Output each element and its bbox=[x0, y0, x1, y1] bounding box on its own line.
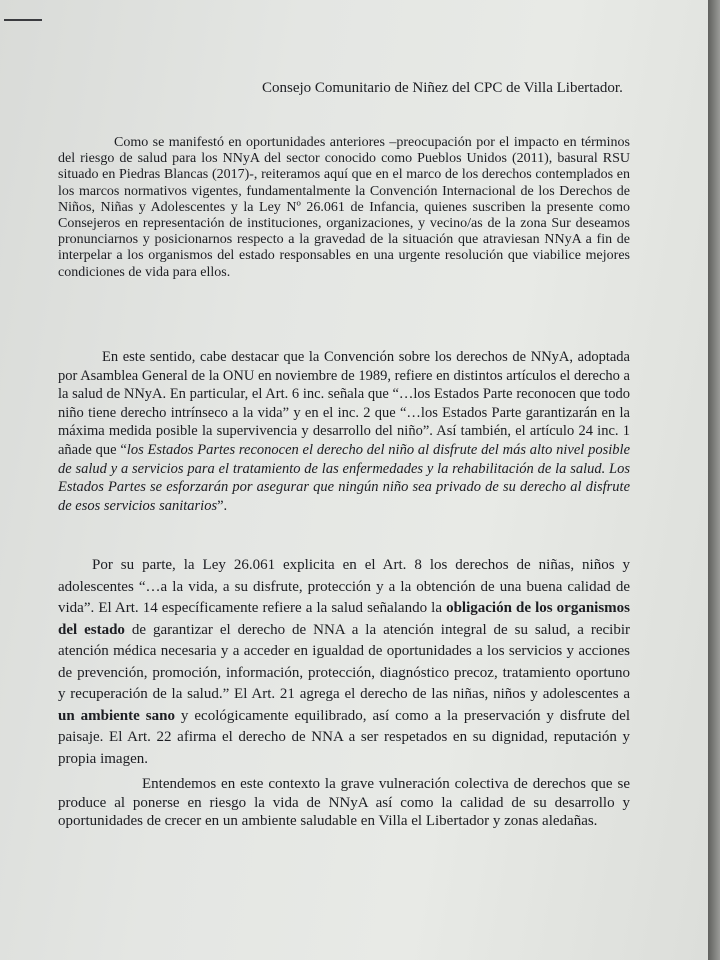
paragraph-4 bbox=[58, 775, 630, 831]
paragraph-3-text-c: y ecológicamente equilibrado, así como a la preservación y disfrute del paisaje. El Art. 22 afirma el derecho de NNA a ser respetados en su dignidad, reputación y propia imagen. bbox=[58, 707, 630, 767]
paragraph-1-text: Como se manifestó en oportunidades anteriores –preocupación por el impacto en términos del riesgo de salud para los NNyA del sector conocido como Pueblos Unidos (2011), basural RSU situado en Piedras Blancas (2017)-, reiteramos aquí que en el marco de los derechos contemplados en los marcos normativos vigentes, fundamentalmente la Convención Internacional de los Derechos de Niños, Niñas y Adolescentes y la Ley Nº 26.061 de Infancia, quienes suscriben la presente como Consejeros en representación de instituciones, organizaciones, y vecino/as de la zona Sur deseamos pronunciarnos y posicionarnos respecto a la gravedad de la situación que atraviesan NNyA a fin de interpelar a los organismos del estado responsables en una urgente resolución que viabilice mejores condiciones de vida para ellos. bbox=[58, 135, 630, 280]
document-header: Consejo Comunitario de Niñez del CPC de Villa Libertador. bbox=[262, 80, 623, 96]
paragraph-3-text-a: Por su parte, la Ley 26.061 explicita en el Art. 8 los derechos de niñas, niños y adolescentes “…a la vida, a su disfrute, protección y a la obtención de una buena calidad de vida”. El Art. 14 específicamente refiere a la salud señalando la bbox=[58, 557, 630, 616]
page-edge-shadow bbox=[708, 0, 720, 960]
bold-healthy-environment: un ambiente sano bbox=[58, 707, 175, 724]
paragraph-1 bbox=[58, 135, 630, 281]
paragraph-3-text-b: de garantizar el derecho de NNA a la atención integral de su salud, a recibir atención médica necesaria y a acceder en igualdad de oportunidades a los servicios y acciones de prevención, promoción, información, protección, diagnóstico precoz, tratamiento oportuno y recuperación de la salud.” El Art. 21 agrega el derecho de las niñas, niños y adolescentes a bbox=[58, 621, 631, 702]
paragraph-2-text: En este sentido, cabe destacar que la Convención sobre los derechos de NNyA, adoptada por Asamblea General de la ONU en noviembre de 1989, refiere en distintos artículos el derecho a la salud de NNyA. En particular, el Art. 6 inc. señala que “…los Estados Parte reconocen que todo niño tiene derecho intrínseco a la vida” y en el inc. 2 que “…los Estados Parte garantizarán en la máxima medida posible la supervivencia y desarrollo del niño”. Así también, el artículo 24 inc. 1 añade que “ bbox=[58, 349, 630, 458]
paragraph-3 bbox=[58, 555, 630, 770]
pen-mark bbox=[4, 19, 42, 21]
bold-state-obligation: obligación de los organismos del estado bbox=[58, 600, 630, 638]
paragraph-4-text: Entendemos en este contexto la grave vulneración colectiva de derechos que se produce al ponerse en riesgo la vida de NNyA así como la calidad de su desarrollo y oportunidades de crecer en un ambiente saludable en Villa el Libertador y zonas aledañas. bbox=[58, 776, 630, 829]
paragraph-2-end: ”. bbox=[217, 497, 228, 514]
paragraph-2 bbox=[58, 348, 630, 515]
convention-quote: los Estados Partes reconocen el derecho del niño al disfrute del más alto nivel posible de salud y a servicios para el tratamiento de las enfermedades y la rehabilitación de la salud. Los Estados Partes se esforzarán por asegurar que ningún niño sea privado de su derecho al disfrute de esos servicios sanitarios bbox=[58, 441, 631, 514]
